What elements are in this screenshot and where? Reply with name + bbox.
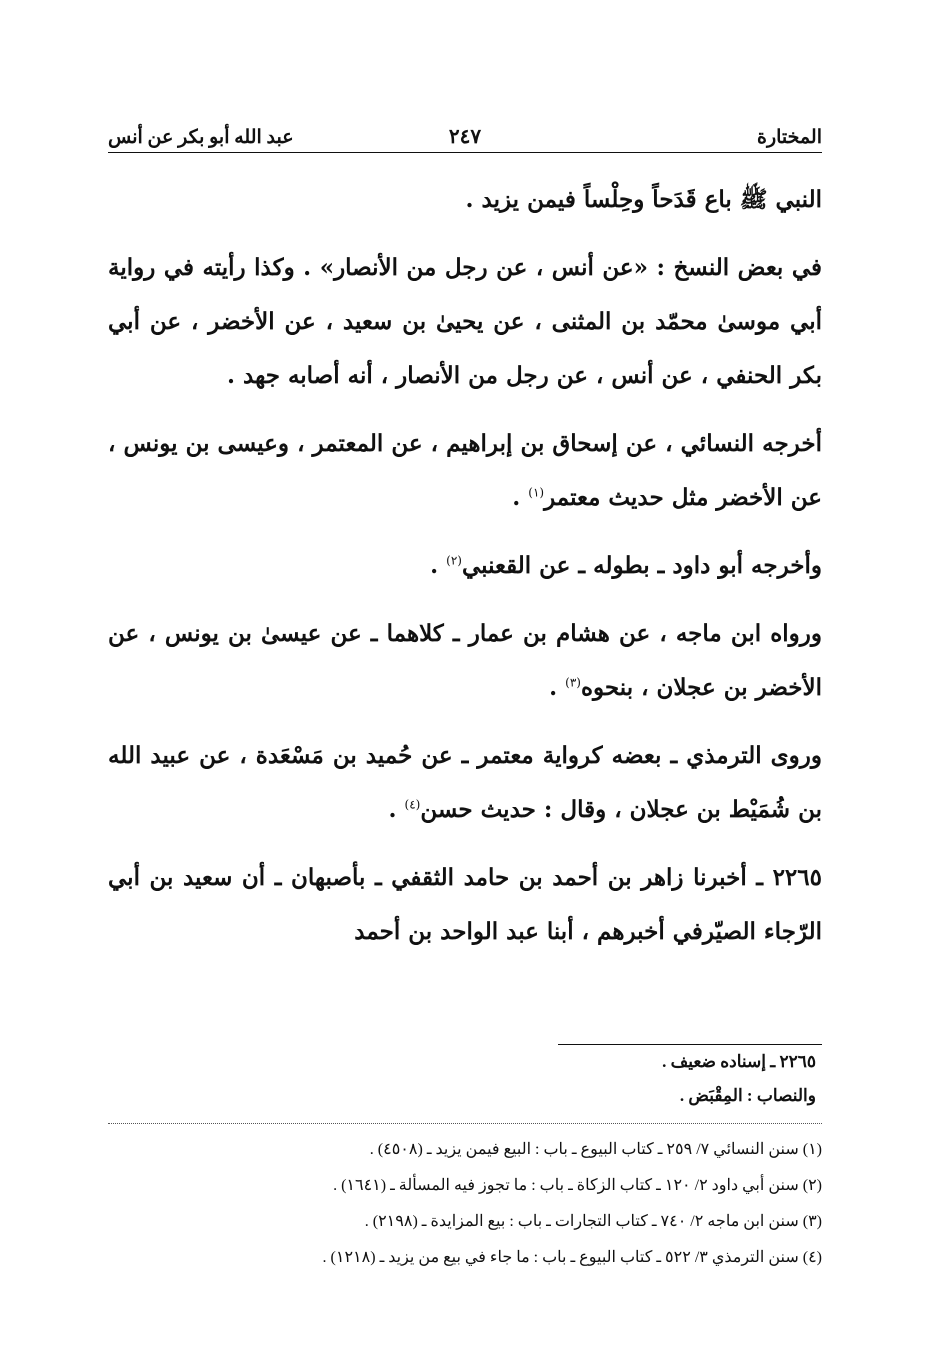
notes-section bbox=[108, 1044, 822, 1276]
paragraph-4-text: وأخرجه أبو داود ـ بطوله ـ عن القعنبي bbox=[461, 552, 822, 579]
paragraph-1: النبي ﷺ باع قَدَحاً وحِلْساً فيمن يزيد . bbox=[465, 186, 822, 213]
paragraph-5 bbox=[108, 607, 822, 715]
paragraph-5-text: ورواه ابن ماجه ، عن هشام بن عمار ـ كلاهما ـ عن عيسىٰ بن يونس ، عن الأخضر بن عجلان ، بنحوه bbox=[108, 620, 822, 701]
footnotes bbox=[108, 1132, 822, 1276]
footnote-1: (١) سنن النسائي ٧/ ٢٥٩ ـ كتاب البيوع ـ باب : البيع فيمن يزيد ـ (٤٥٠٨) . bbox=[369, 1141, 822, 1158]
paragraph-5-end: . bbox=[549, 674, 566, 701]
hadith-number: ٢٢٦٥ bbox=[772, 864, 822, 891]
paragraph-6-end: . bbox=[388, 796, 405, 823]
paragraph-7 bbox=[108, 851, 822, 959]
paragraph-4-end: . bbox=[430, 552, 447, 579]
footnote-ref-1: (١) bbox=[528, 485, 545, 500]
paragraph-4 bbox=[108, 539, 822, 593]
paragraph-7-text: ـ أخبرنا زاهر بن أحمد بن حامد الثقفي ـ بأصبهان ـ أن سعيد بن أبي الرّجاء الصيّرفي أخبرهم ، أبنا عبد الواحد بن أحمد bbox=[108, 864, 822, 945]
paragraph-6-text: وروى الترمذي ـ بعضه كرواية معتمر ـ عن حُميد بن مَسْعَدة ، عن عبيد الله بن شُمَيْط بن عجلان ، وقال : حديث حسن bbox=[108, 742, 822, 823]
running-header bbox=[108, 112, 822, 153]
paragraph-3 bbox=[108, 417, 822, 525]
book-page bbox=[108, 112, 822, 1292]
footnote-ref-4: (٤) bbox=[404, 797, 421, 812]
header-section-title: عبد الله أبو بكر عن أنس bbox=[108, 127, 294, 148]
footnote-ref-2: (٢) bbox=[446, 553, 462, 568]
footnote-ref-3: (٣) bbox=[565, 675, 581, 690]
note-line-2: والنصاب : المِقْبَض . bbox=[679, 1086, 816, 1105]
footnote-4: (٤) سنن الترمذي ٣/ ٥٢٢ ـ كتاب البيوع ـ باب : ما جاء في بيع من يزيد ـ (١٢١٨) . bbox=[322, 1249, 822, 1266]
footnote-3: (٣) سنن ابن ماجه ٢/ ٧٤٠ ـ كتاب التجارات ـ باب : بيع المزايدة ـ (٢١٩٨) . bbox=[364, 1213, 822, 1230]
main-text bbox=[108, 173, 822, 959]
note-line-1: ٢٢٦٥ ـ إسناده ضعيف . bbox=[662, 1052, 816, 1071]
header-book-title: المختارة bbox=[757, 127, 822, 148]
paragraph-3-end: . bbox=[512, 484, 529, 511]
paragraph-3-text: أخرجه النسائي ، عن إسحاق بن إبراهيم ، عن المعتمر ، وعيسى بن يونس ، عن الأخضر مثل حديث معتمر bbox=[108, 430, 822, 511]
paragraph-6 bbox=[108, 729, 822, 837]
footnotes-divider bbox=[108, 1123, 822, 1124]
footnote-2: (٢) سنن أبي داود ٢/ ١٢٠ ـ كتاب الزكاة ـ باب : ما تجوز فيه المسألة ـ (١٦٤١) . bbox=[333, 1177, 822, 1194]
paragraph-2: في بعض النسخ : «عن أنس ، عن رجل من الأنصار» . وكذا رأيته في رواية أبي موسىٰ محمّد بن المثنى ، عن يحيىٰ بن سعيد ، عن الأخضر ، عن أبي بكر الحنفي ، عن أنس ، عن رجل من الأنصار ، أنه أصابه جهد . bbox=[108, 254, 822, 389]
page-number: ٢٤٧ bbox=[448, 126, 482, 148]
